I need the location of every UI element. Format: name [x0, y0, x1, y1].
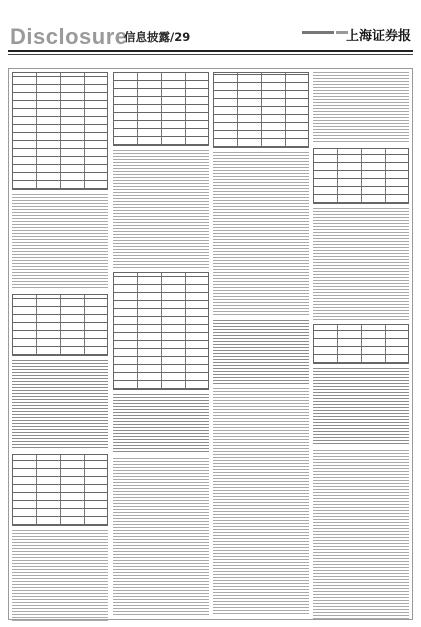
- table-block: [12, 454, 108, 526]
- table-block: [313, 148, 409, 204]
- text-block: [113, 458, 209, 616]
- text-block: [213, 152, 309, 316]
- column-1: [12, 72, 108, 617]
- text-block: [12, 194, 108, 290]
- newspaper-logo: 上海证券报: [345, 29, 411, 44]
- dateline-placeholder: [302, 31, 334, 34]
- masthead: [0, 0, 421, 62]
- text-block: [213, 388, 309, 616]
- text-block: [313, 72, 409, 144]
- column-2: [113, 72, 209, 617]
- table-block: [213, 72, 309, 148]
- text-block: [113, 394, 209, 454]
- masthead-rule: [8, 50, 413, 52]
- text-block: [12, 530, 108, 622]
- text-block: [113, 150, 209, 268]
- table-block: [12, 294, 108, 356]
- text-block: [313, 368, 409, 446]
- masthead-rule: [8, 54, 413, 55]
- text-block: [313, 208, 409, 320]
- section-label: 信息披露/29: [124, 30, 191, 44]
- table-block: [113, 72, 209, 146]
- brand-wordmark: Disclosure: [10, 24, 128, 49]
- table-block: [113, 272, 209, 390]
- text-block: [313, 450, 409, 620]
- table-block: [313, 324, 409, 364]
- table-block: [12, 72, 108, 190]
- text-block: [213, 320, 309, 384]
- text-block: [12, 360, 108, 450]
- column-3: [213, 72, 309, 617]
- column-4: [313, 72, 409, 617]
